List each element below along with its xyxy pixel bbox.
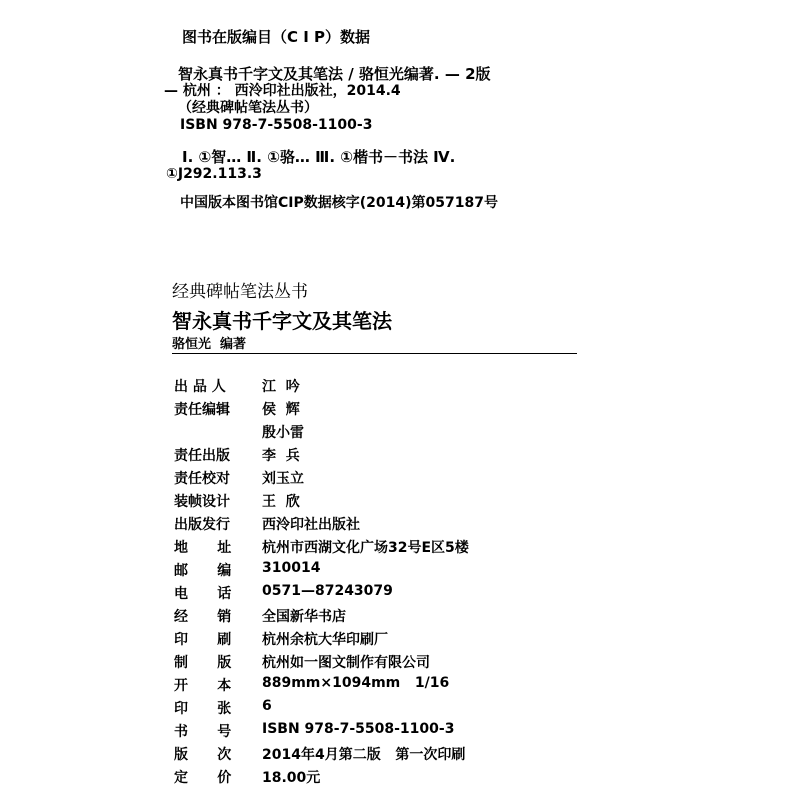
colophon-value: 889mm×1094mm 1/16 xyxy=(262,675,450,691)
colophon-value: 杭州如一图文制作有限公司 xyxy=(262,655,430,671)
colophon-label: 出版发行 xyxy=(174,517,230,533)
colophon-value: 西泠印社出版社 xyxy=(262,517,360,533)
colophon-value: 310014 xyxy=(262,560,321,576)
colophon-value: 6 xyxy=(262,698,272,714)
divider-rule xyxy=(172,353,577,354)
colophon-label: 书 号 xyxy=(174,724,232,740)
colophon-label: 印 刷 xyxy=(174,632,232,648)
cip-heading: 图书在版编目（C I P）数据 xyxy=(182,28,371,46)
colophon-label: 印 张 xyxy=(174,701,232,717)
cip-line-classification: Ⅰ. ①智… Ⅱ. ①骆… Ⅲ. ①楷书－书法 Ⅳ. xyxy=(182,148,456,166)
colophon-label: 责任校对 xyxy=(174,471,230,487)
colophon-value: 江 吟 xyxy=(262,379,300,395)
colophon-label: 出 品 人 xyxy=(174,379,226,395)
colophon-value: 全国新华书店 xyxy=(262,609,346,625)
colophon-value: 18.00元 xyxy=(262,770,321,786)
colophon-label: 责任出版 xyxy=(174,448,230,464)
colophon-value: ISBN 978-7-5508-1100-3 xyxy=(262,721,455,737)
cip-line-isbn: ISBN 978-7-5508-1100-3 xyxy=(180,117,373,133)
colophon-label: 电 话 xyxy=(174,586,232,602)
cip-line-series: （经典碑帖笔法丛书） xyxy=(178,100,318,116)
colophon-label: 定 价 xyxy=(174,770,232,786)
colophon-label: 邮 编 xyxy=(174,563,232,579)
book-title: 智永真书千字文及其笔法 xyxy=(172,309,392,333)
colophon-value: 刘玉立 xyxy=(262,471,304,487)
colophon-value: 殷小雷 xyxy=(262,425,304,441)
colophon-label: 责任编辑 xyxy=(174,402,230,418)
author-line: 骆恒光 编著 xyxy=(172,337,247,352)
colophon-value: 2014年4月第二版 第一次印刷 xyxy=(262,747,466,763)
colophon-value: 王 欣 xyxy=(262,494,300,510)
cip-line-class-number: ①J292.113.3 xyxy=(166,166,262,182)
colophon-value: 杭州余杭大华印刷厂 xyxy=(262,632,388,648)
colophon-value: 0571—87243079 xyxy=(262,583,393,599)
colophon-label: 制 版 xyxy=(174,655,232,671)
colophon-label: 经 销 xyxy=(174,609,232,625)
colophon-label: 版 次 xyxy=(174,747,232,763)
cip-line-title: 智永真书千字文及其笔法 / 骆恒光编著. — 2版 xyxy=(178,65,491,83)
colophon-value: 侯 辉 xyxy=(262,402,300,418)
colophon-value: 李 兵 xyxy=(262,448,300,464)
colophon-label: 地 址 xyxy=(174,540,232,556)
cip-line-publisher: — 杭州 ： 西泠印社出版社，2014.4 xyxy=(164,83,401,99)
colophon-label: 装帧设计 xyxy=(174,494,230,510)
colophon-value: 杭州市西湖文化广场32号E区5楼 xyxy=(262,540,469,556)
series-name: 经典碑帖笔法丛书 xyxy=(172,282,308,302)
cip-line-approval: 中国版本图书馆CIP数据核字(2014)第057187号 xyxy=(180,195,498,211)
colophon-label: 开 本 xyxy=(174,678,232,694)
